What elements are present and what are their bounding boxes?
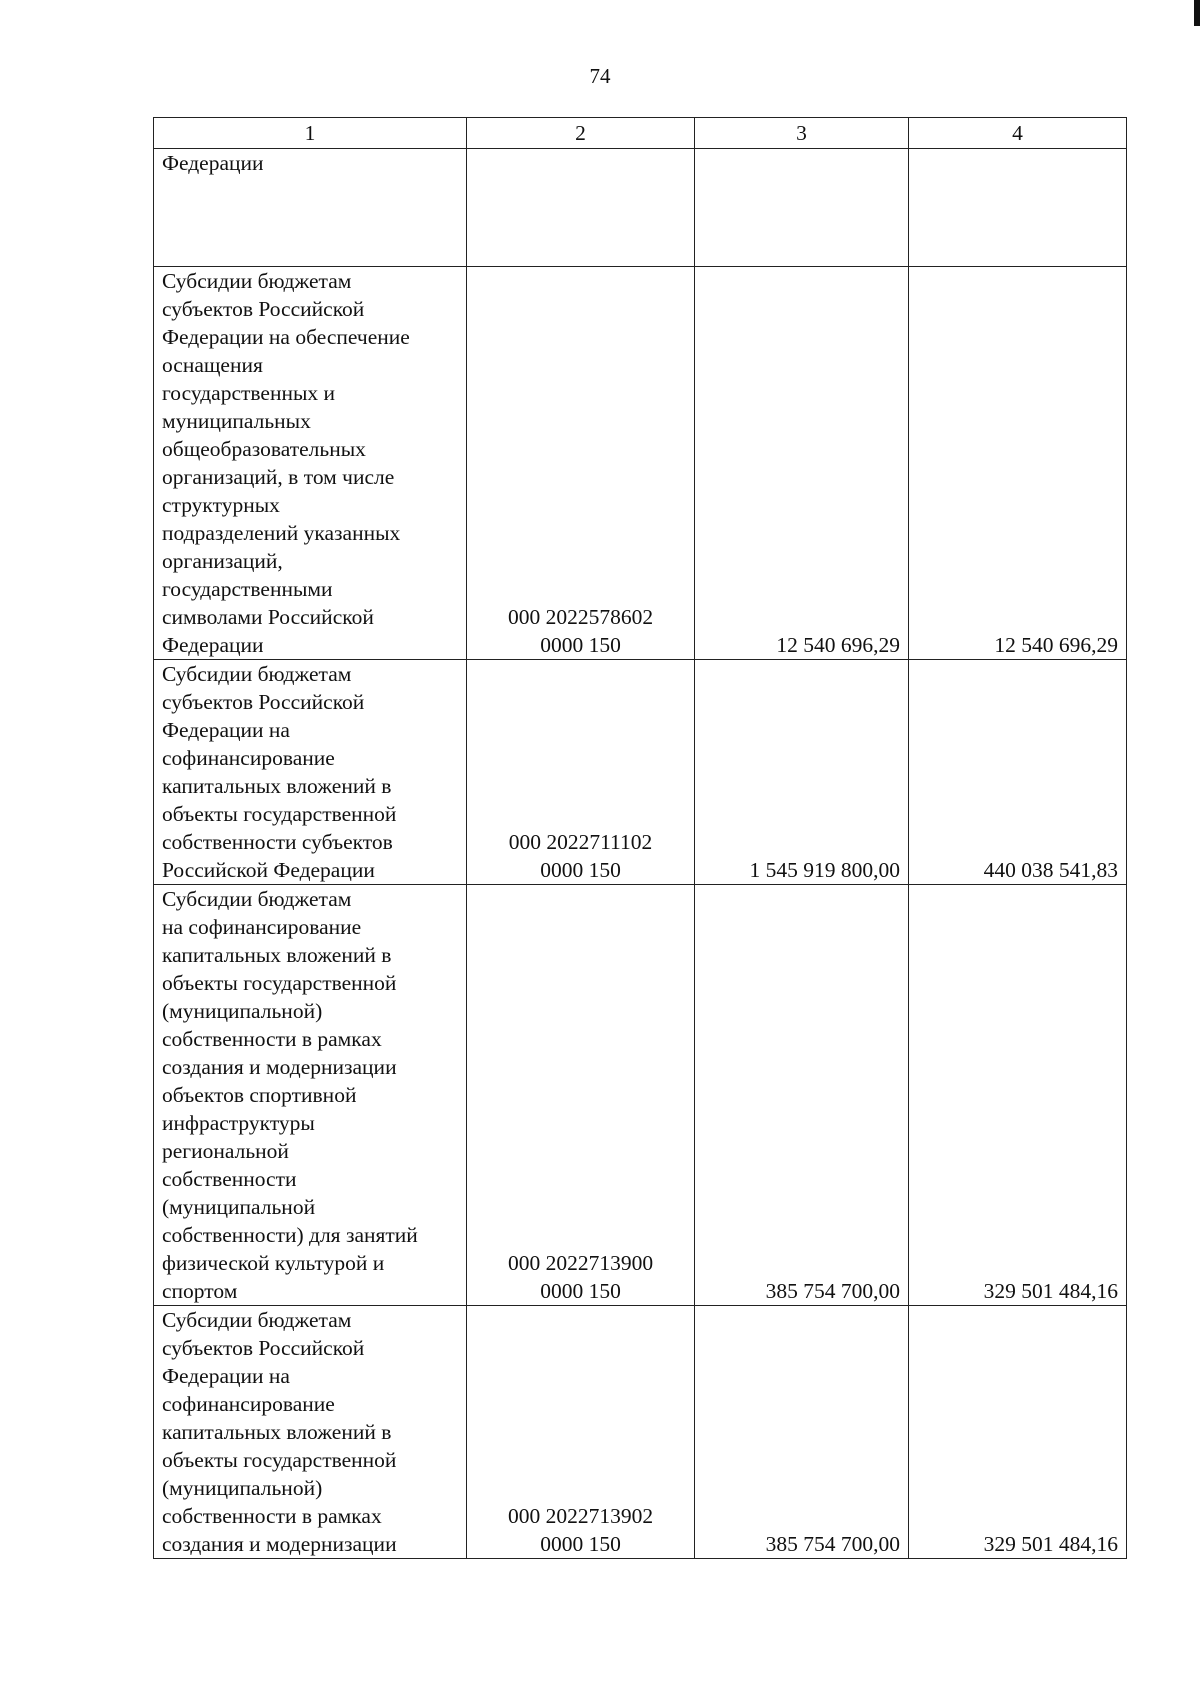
row-description: Субсидии бюджетам субъектов Российской Федерации на софинансирование капитальных вложений в объекты государственной (муниципальной) собственности в рамках создания и модернизации [154,1306,467,1559]
table-header-row [154,118,1127,149]
row-code: 000 2022713902 0000 150 [467,1306,695,1559]
row-description: Субсидии бюджетам субъектов Российской Федерации на софинансирование капитальных вложений в объекты государственной собственности субъектов Российской Федерации [154,660,467,885]
row-value-col3: 385 754 700,00 [695,885,909,1306]
row-code: 000 2022578602 0000 150 [467,267,695,660]
row-value-col3: 12 540 696,29 [695,267,909,660]
column-header-2: 2 [467,118,695,149]
row-value-col4: 440 038 541,83 [909,660,1127,885]
row-value-col4: 329 501 484,16 [909,885,1127,1306]
column-header-3: 3 [695,118,909,149]
row-value-col4: 12 540 696,29 [909,267,1127,660]
table-row [154,149,1127,267]
scan-edge-mark [1194,0,1200,26]
row-code: 000 2022711102 0000 150 [467,660,695,885]
page-number: 74 [589,64,611,88]
row-code [467,149,695,267]
row-value-col4: 329 501 484,16 [909,1306,1127,1559]
row-description: Субсидии бюджетам субъектов Российской Федерации на обеспечение оснащения государственных и муниципальных общеобразовательных организаций, в том числе структурных подразделений указанных организаций, государственными символами Российской Федерации [154,267,467,660]
row-description: Субсидии бюджетам на софинансирование капитальных вложений в объекты государственной (муниципальной) собственности в рамках создания и модернизации объектов спортивной инфраструктуры региональной собственности (муниципальной собственности) для занятий физической культурой и спортом [154,885,467,1306]
column-header-1: 1 [154,118,467,149]
table-row [154,1306,1127,1559]
budget-table [153,117,1127,1559]
row-code: 000 2022713900 0000 150 [467,885,695,1306]
table-row [154,885,1127,1306]
table-row [154,267,1127,660]
row-value-col3: 385 754 700,00 [695,1306,909,1559]
row-value-col4 [909,149,1127,267]
row-description: Федерации [154,149,467,267]
row-value-col3: 1 545 919 800,00 [695,660,909,885]
table-row [154,660,1127,885]
column-header-4: 4 [909,118,1127,149]
row-value-col3 [695,149,909,267]
